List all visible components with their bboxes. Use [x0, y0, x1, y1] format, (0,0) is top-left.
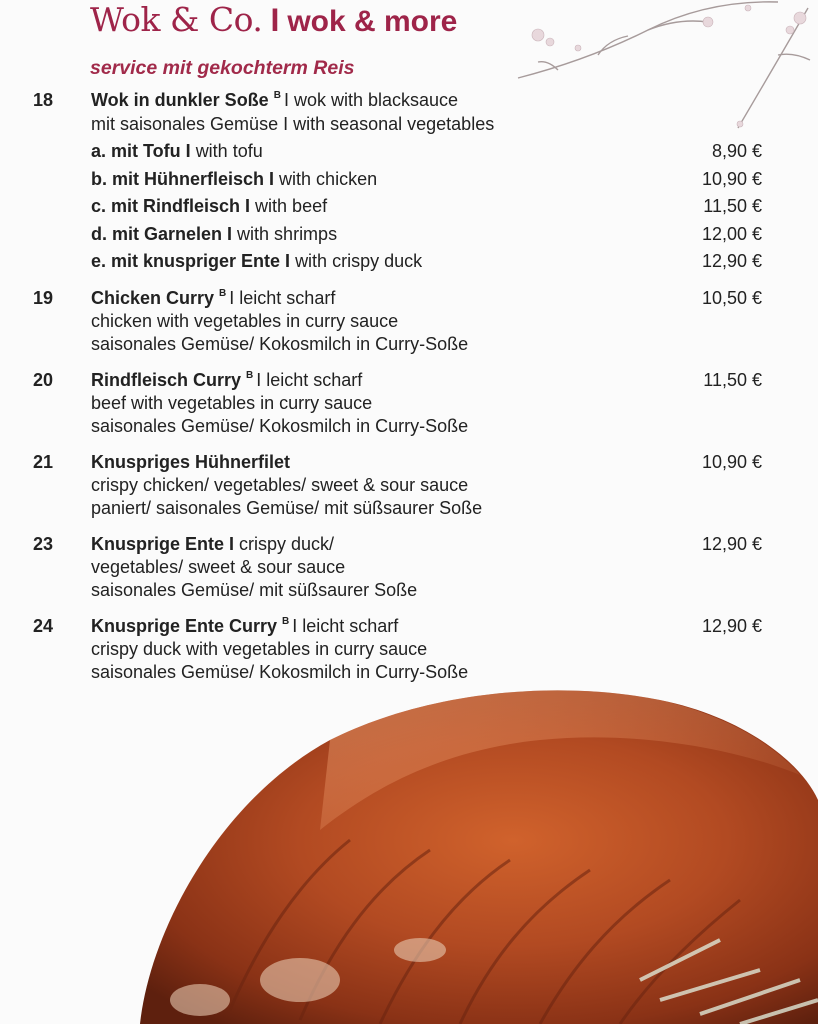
- item-name: Knusprige Ente Curry: [91, 616, 278, 636]
- brand-name: Wok & Co.: [90, 0, 263, 39]
- variant-label-de: d. mit Garnelen I: [91, 224, 233, 244]
- item-description: vegetables/ sweet & sour sauce: [91, 557, 346, 577]
- item-price: 12,90 €: [701, 534, 762, 554]
- item-number: 18: [33, 90, 54, 110]
- item-title: [91, 370, 362, 391]
- variant-price: 10,90 €: [701, 169, 762, 189]
- item-name: Knuspriges Hühnerfilet: [91, 452, 291, 472]
- variant-label-en: with chicken: [279, 169, 378, 189]
- brand-subtitle: wok & more: [287, 5, 458, 38]
- item-title: [91, 534, 334, 555]
- item-price: 12,90 €: [701, 616, 762, 636]
- variant-label-de: c. mit Rindfleisch I: [91, 196, 251, 216]
- variant-row: [91, 169, 377, 190]
- variant-price: 12,00 €: [701, 224, 762, 244]
- variant-price: 11,50 €: [703, 196, 762, 216]
- blossom-branch-decoration: [478, 0, 818, 140]
- item-number: 19: [33, 288, 54, 308]
- variant-row: [91, 224, 337, 245]
- variant-label-de: b. mit Hühnerfleisch I: [91, 169, 275, 189]
- variant-label-en: with crispy duck: [295, 251, 423, 271]
- item-name-en: I wok with blacksauce: [283, 90, 459, 110]
- item-description: saisonales Gemüse/ Kokosmilch in Curry-Soße: [91, 334, 469, 354]
- item-name: Rindfleisch Curry: [91, 370, 242, 390]
- item-name-en: I leicht scharf: [292, 616, 399, 636]
- item-title: [91, 288, 335, 309]
- item-title: [91, 452, 290, 473]
- item-description: paniert/ saisonales Gemüse/ mit süßsaurer Soße: [91, 498, 483, 518]
- item-description: saisonales Gemüse/ mit süßsaurer Soße: [91, 580, 418, 600]
- variant-row: [91, 141, 263, 162]
- item-price: 10,50 €: [701, 288, 762, 308]
- item-description: crispy duck with vegetables in curry sauce: [91, 639, 428, 659]
- variant-label-en: with tofu: [195, 141, 263, 161]
- variant-label-de: a. mit Tofu I: [91, 141, 191, 161]
- item-price: 10,90 €: [701, 452, 762, 472]
- item-number: 23: [33, 534, 54, 554]
- allergen-mark: B: [219, 288, 227, 299]
- item-description: saisonales Gemüse/ Kokosmilch in Curry-Soße: [91, 662, 469, 682]
- variant-row: [91, 251, 422, 272]
- item-name-en: I leicht scharf: [229, 288, 336, 308]
- item-name-en: I leicht scharf: [256, 370, 363, 390]
- item-number: 24: [33, 616, 54, 636]
- item-name: Chicken Curry: [91, 288, 215, 308]
- variant-price: 8,90 €: [711, 141, 762, 161]
- item-description: beef with vegetables in curry sauce: [91, 393, 373, 413]
- variant-label-en: with beef: [255, 196, 328, 216]
- variant-label-de: e. mit knuspriger Ente I: [91, 251, 291, 271]
- item-description: chicken with vegetables in curry sauce: [91, 311, 399, 331]
- item-description: crispy chicken/ vegetables/ sweet & sour sauce: [91, 475, 469, 495]
- variant-row: [91, 196, 327, 217]
- item-name-en: crispy duck/: [239, 534, 335, 554]
- allergen-mark: B: [246, 370, 254, 381]
- item-price: 11,50 €: [703, 370, 762, 390]
- item-description: mit saisonales Gemüse I with seasonal vegetables: [91, 114, 495, 134]
- item-name: Wok in dunkler Soße: [91, 90, 269, 110]
- item-title: [91, 616, 398, 637]
- variant-label-en: with shrimps: [237, 224, 338, 244]
- item-title: [91, 90, 458, 111]
- crispy-duck-photo: [0, 680, 818, 1024]
- item-name: Knusprige Ente I: [91, 534, 235, 554]
- allergen-mark: B: [273, 90, 281, 101]
- item-number: 20: [33, 370, 54, 390]
- menu-title: [90, 0, 457, 40]
- variant-price: 12,90 €: [701, 251, 762, 271]
- allergen-mark: B: [282, 616, 290, 627]
- item-number: 21: [33, 452, 54, 472]
- brand-separator: I: [270, 2, 280, 38]
- section-subtitle: service mit gekochterm Reis: [90, 57, 355, 79]
- item-description: saisonales Gemüse/ Kokosmilch in Curry-Soße: [91, 416, 469, 436]
